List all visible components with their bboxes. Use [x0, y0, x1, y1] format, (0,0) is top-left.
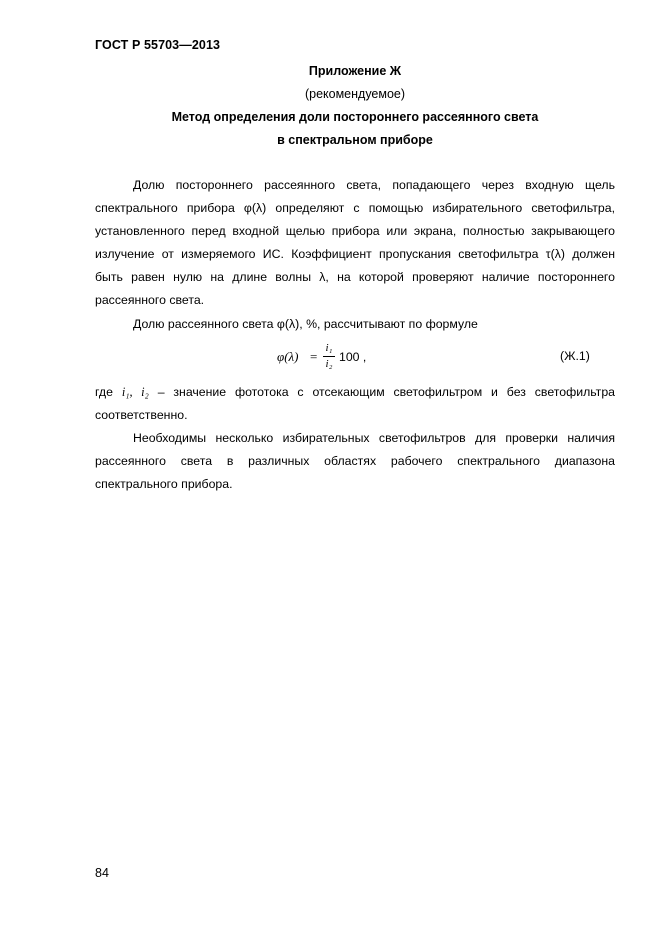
paragraph-1: Долю постороннего рассеянного света, попадающего через входную щель спектрального прибора φ(λ) определяют с помощью избирательного светофильтра, установленного перед входной щелью прибора или экрана, полностью закрывающего излучение от измеряемого ИС. Коэффициент пропускания светофильтра τ(λ) должен быть равен нулю на длине волны λ, на которой проверяют наличие постороннего рассеянного света. — [95, 178, 615, 307]
formula-equals: = — [310, 349, 318, 364]
formula-fraction — [323, 342, 335, 371]
paragraph-3 — [95, 381, 615, 427]
variables-description: – значение фототока с отсекающим светофильтром и без светофильтра соответственно. — [95, 385, 615, 422]
formula-j1 — [277, 342, 477, 376]
paragraph-2: Долю рассеянного света φ(λ), %, рассчитывают по формуле — [133, 317, 478, 331]
page-number: 84 — [95, 866, 109, 880]
standard-code: ГОСТ Р 55703—2013 — [95, 38, 221, 52]
appendix-heading-line2: в спектральном приборе — [277, 133, 433, 147]
fraction-bar — [323, 356, 335, 357]
formula-lhs: φ(λ) — [277, 349, 299, 364]
formula-numerator: i₁ — [325, 342, 333, 354]
formula-coefficient: 100 , — [339, 350, 367, 364]
appendix-heading-line1: Метод определения доли постороннего рассеянного света — [171, 110, 539, 124]
appendix-title: Приложение Ж — [308, 64, 402, 78]
current-variables: i₁, i₂ — [121, 385, 149, 399]
appendix-status: (рекомендуемое) — [304, 87, 406, 101]
where-word: где — [95, 385, 113, 399]
formula-denominator: i₂ — [325, 358, 333, 370]
paragraph-4: Необходимы несколько избирательных светофильтров для проверки наличия рассеянного света в различных областях рабочего спектрального диапазона спектрального прибора. — [95, 431, 615, 491]
formula-number: (Ж.1) — [560, 349, 590, 363]
